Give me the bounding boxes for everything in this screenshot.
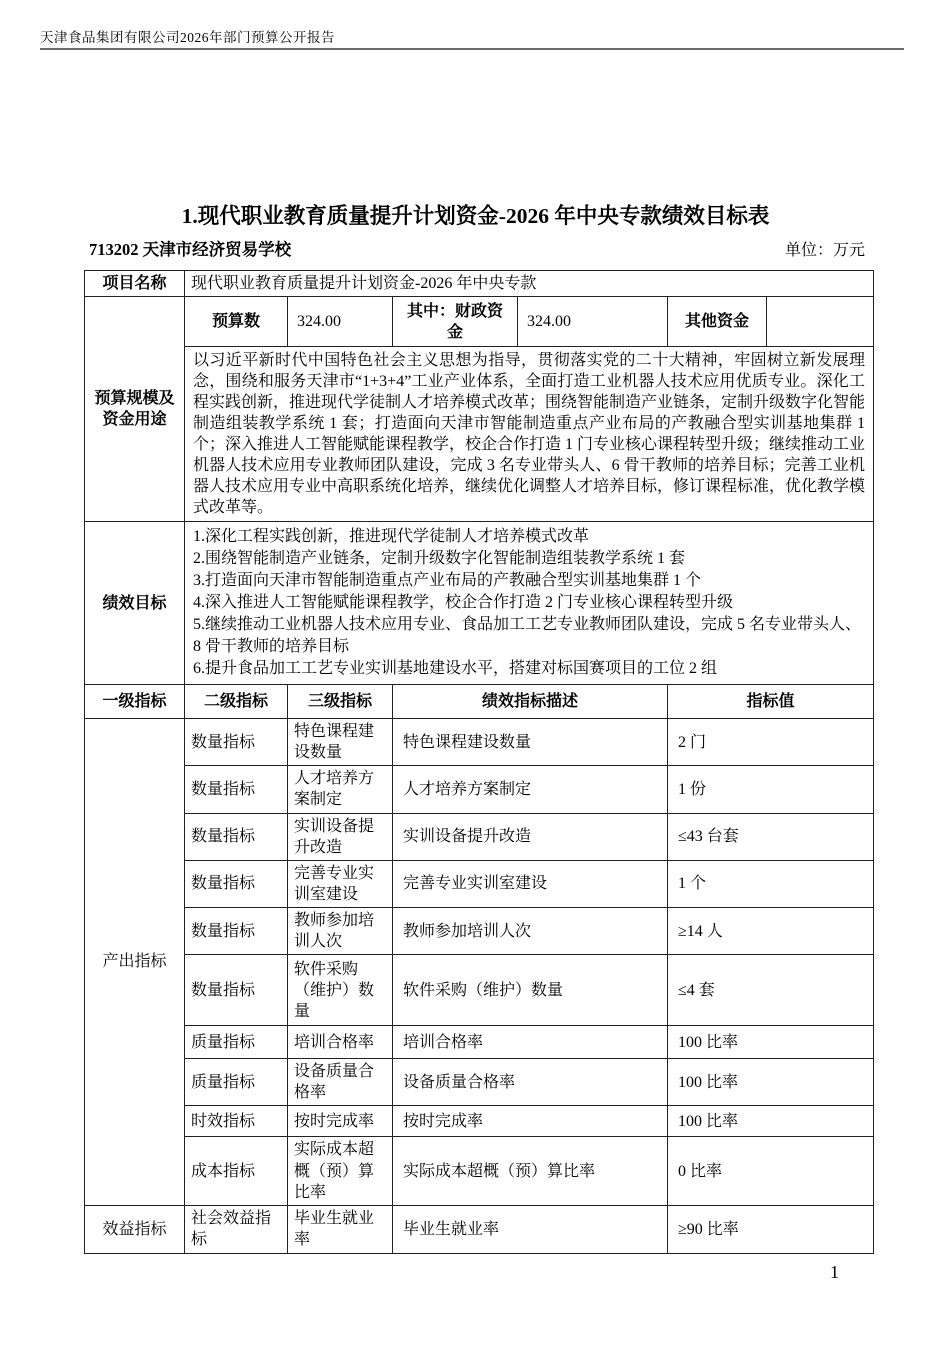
other-funds-value [767, 297, 874, 347]
project-name-value: 现代职业教育质量提升计划资金-2026 年中央专款 [185, 271, 874, 297]
value-cell: ≥14 人 [668, 907, 874, 954]
page-number: 1 [830, 1262, 839, 1282]
budget-number-value: 324.00 [288, 297, 393, 347]
subtitle-row [84, 236, 873, 260]
description-cell: 实际成本超概（预）算比率 [393, 1137, 668, 1205]
description-cell: 设备质量合格率 [393, 1059, 668, 1106]
performance-target-table [84, 270, 874, 1254]
indicator-row [85, 766, 874, 813]
indicator-row [85, 1059, 874, 1106]
level2-cell: 数量指标 [185, 907, 288, 954]
value-cell: 1 份 [668, 766, 874, 813]
goal-item: 1.深化工程实践创新，推进现代学徒制人才培养模式改革 [193, 528, 590, 546]
value-cell: 100 比率 [668, 1106, 874, 1137]
level2-cell: 数量指标 [185, 813, 288, 860]
fiscal-funds-label: 其中：财政资金 [393, 297, 518, 347]
level3-cell: 培训合格率 [288, 1026, 393, 1059]
goals-list [185, 522, 874, 685]
header-level3: 三级指标 [288, 685, 393, 719]
fiscal-funds-value: 324.00 [518, 297, 668, 347]
indicator-row [85, 955, 874, 1026]
description-cell: 人才培养方案制定 [393, 766, 668, 813]
level2-cell: 时效指标 [185, 1106, 288, 1137]
description-cell: 软件采购（维护）数量 [393, 955, 668, 1026]
goals-label: 绩效目标 [85, 522, 185, 685]
level2-cell: 质量指标 [185, 1059, 288, 1106]
goal-item: 2.围绕智能制造产业链条，定制升级数字化智能制造组装教学系统 1 套 [193, 550, 686, 568]
level3-cell: 实际成本超概（预）算比率 [288, 1137, 393, 1205]
org-code-name: 713202 天津市经济贸易学校 [89, 240, 292, 259]
value-cell: ≤43 台套 [668, 813, 874, 860]
level3-cell: 教师参加培训人次 [288, 907, 393, 954]
description-cell: 教师参加培训人次 [393, 907, 668, 954]
description-cell: 特色课程建设数量 [393, 719, 668, 766]
header-level1: 一级指标 [85, 685, 185, 719]
indicator-row [85, 1137, 874, 1205]
goal-item: 5.继续推动工业机器人技术应用专业、食品加工工艺专业教师团队建设，完成 5 名专业带头人、8 骨干教师的培养目标 [193, 616, 862, 656]
budget-scope-label: 预算规模及资金用途 [85, 297, 185, 522]
level3-cell: 完善专业实训室建设 [288, 860, 393, 907]
header-value: 指标值 [668, 685, 874, 719]
table-row [85, 347, 874, 522]
level2-cell: 数量指标 [185, 955, 288, 1026]
description-cell: 毕业生就业率 [393, 1205, 668, 1253]
value-cell: 100 比率 [668, 1059, 874, 1106]
table-row [85, 297, 874, 347]
unit-label: 单位：万元 [784, 242, 865, 259]
value-cell: 2 门 [668, 719, 874, 766]
level2-cell: 数量指标 [185, 860, 288, 907]
level3-cell: 软件采购（维护）数量 [288, 955, 393, 1026]
description-cell: 完善专业实训室建设 [393, 860, 668, 907]
value-cell: 0 比率 [668, 1137, 874, 1205]
level3-cell: 实训设备提升改造 [288, 813, 393, 860]
goal-item: 3.打造面向天津市智能制造重点产业布局的产教融合型实训基地集群 1 个 [193, 572, 702, 590]
level1-cell: 产出指标 [85, 719, 185, 1206]
level3-cell: 毕业生就业率 [288, 1205, 393, 1253]
value-cell: ≥90 比率 [668, 1205, 874, 1253]
level3-cell: 人才培养方案制定 [288, 766, 393, 813]
budget-usage-text: 以习近平新时代中国特色社会主义思想为指导，贯彻落实党的二十大精神，牢固树立新发展理念，围绕和服务天津市“1+3+4”工业产业体系，全面打造工业机器人技术应用优质专业。深化工程实践创新，推进现代学徒制人才培养模式改革；围绕智能制造产业链条，定制升级数字化智能制造组装教学系统 1 套；打造面向天津市智能制造重点产业布局的产教融合型实训基地集群 1 个；深入推进人工智能赋能课程教学，校企合作打造 1 门专业核心课程转型升级；继续推动工业机器人技术应用专业教师团队建设，完成 3 名专业带头人、6 骨干教师的培养目标；完善工业机器人技术应用专业中高职系统化培养，继续优化调整人才培养目标，修订课程标准，优化教学模式改革等。 [185, 347, 874, 522]
level2-cell: 社会效益指标 [185, 1205, 288, 1253]
table-row [85, 271, 874, 297]
indicator-row [85, 860, 874, 907]
goal-item: 6.提升食品加工工艺专业实训基地建设水平，搭建对标国赛项目的工位 2 组 [193, 660, 718, 678]
value-cell: 1 个 [668, 860, 874, 907]
value-cell: ≤4 套 [668, 955, 874, 1026]
level3-cell: 设备质量合格率 [288, 1059, 393, 1106]
level2-cell: 数量指标 [185, 719, 288, 766]
indicator-row [85, 719, 874, 766]
page-title: 1.现代职业教育质量提升计划资金-2026 年中央专款绩效目标表 [181, 204, 770, 228]
value-cell: 100 比率 [668, 1026, 874, 1059]
goal-item: 4.深入推进人工智能赋能课程教学，校企合作打造 2 门专业核心课程转型升级 [193, 594, 734, 612]
report-header-text: 天津食品集团有限公司2026年部门预算公开报告 [40, 30, 335, 45]
level3-cell: 按时完成率 [288, 1106, 393, 1137]
level3-cell: 特色课程建设数量 [288, 719, 393, 766]
other-funds-label: 其他资金 [668, 297, 767, 347]
description-cell: 实训设备提升改造 [393, 813, 668, 860]
indicator-header-row [85, 685, 874, 719]
header-divider-rule [40, 48, 904, 50]
budget-number-label: 预算数 [185, 297, 288, 347]
indicator-row [85, 1205, 874, 1253]
table-row [85, 522, 874, 685]
level2-cell: 质量指标 [185, 1026, 288, 1059]
indicator-row [85, 1026, 874, 1059]
indicator-row [85, 1106, 874, 1137]
indicator-row [85, 907, 874, 954]
indicator-row [85, 813, 874, 860]
description-cell: 按时完成率 [393, 1106, 668, 1137]
header-level2: 二级指标 [185, 685, 288, 719]
level1-cell: 效益指标 [85, 1205, 185, 1253]
level2-cell: 成本指标 [185, 1137, 288, 1205]
project-name-label: 项目名称 [85, 271, 185, 297]
level2-cell: 数量指标 [185, 766, 288, 813]
description-cell: 培训合格率 [393, 1026, 668, 1059]
header-description: 绩效指标描述 [393, 685, 668, 719]
